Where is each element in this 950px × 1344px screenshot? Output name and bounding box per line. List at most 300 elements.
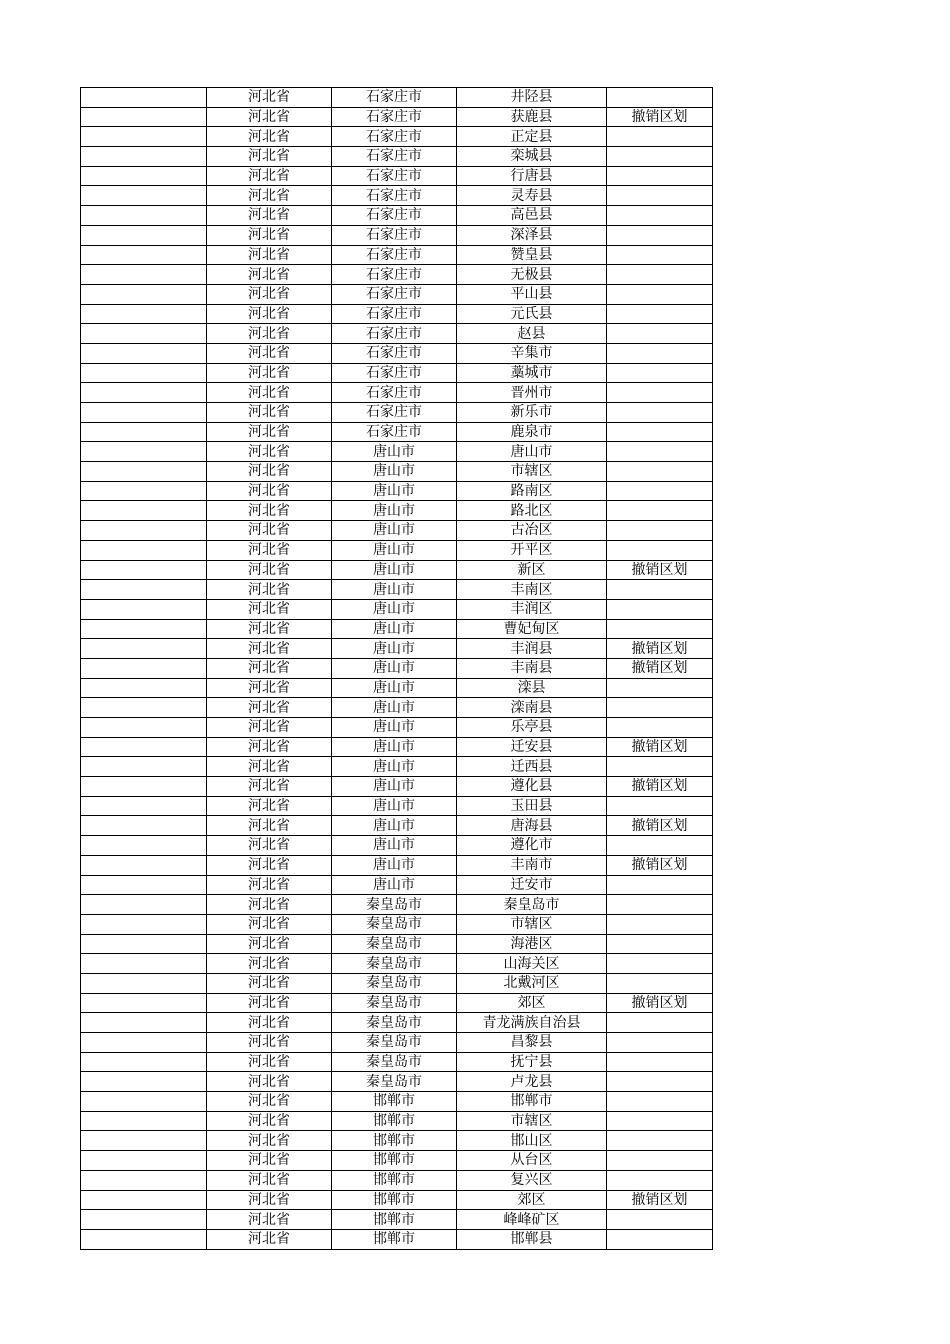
blank-cell [81,521,207,541]
table-row [81,442,713,462]
blank-cell [81,107,207,127]
province-cell: 河北省 [207,993,332,1013]
note-cell [607,1072,713,1092]
province-cell: 河北省 [207,973,332,993]
province-cell: 河北省 [207,1151,332,1171]
table-row [81,639,713,659]
table-row [81,1131,713,1151]
province-cell: 河北省 [207,186,332,206]
city-cell: 石家庄市 [332,284,457,304]
blank-cell [81,836,207,856]
blank-cell [81,619,207,639]
blank-cell [81,718,207,738]
table-row [81,206,713,226]
city-cell: 唐山市 [332,442,457,462]
county-cell: 山海关区 [457,954,607,974]
table-row [81,521,713,541]
note-cell [607,875,713,895]
county-cell: 深泽县 [457,225,607,245]
city-cell: 秦皇岛市 [332,895,457,915]
province-cell: 河北省 [207,934,332,954]
province-cell: 河北省 [207,1170,332,1190]
blank-cell [81,658,207,678]
blank-cell [81,225,207,245]
table-row [81,737,713,757]
note-cell [607,1092,713,1112]
county-cell: 路南区 [457,481,607,501]
note-cell [607,363,713,383]
table-row [81,934,713,954]
city-cell: 唐山市 [332,619,457,639]
county-cell: 丰南市 [457,855,607,875]
province-cell: 河北省 [207,481,332,501]
blank-cell [81,481,207,501]
province-cell: 河北省 [207,1072,332,1092]
table-row [81,954,713,974]
blank-cell [81,462,207,482]
county-cell: 行唐县 [457,166,607,186]
table-row [81,580,713,600]
county-cell: 灵寿县 [457,186,607,206]
note-cell [607,836,713,856]
city-cell: 秦皇岛市 [332,993,457,1013]
table-row [81,462,713,482]
county-cell: 青龙满族自治县 [457,1013,607,1033]
county-cell: 市辖区 [457,914,607,934]
city-cell: 石家庄市 [332,343,457,363]
city-cell: 唐山市 [332,678,457,698]
province-cell: 河北省 [207,914,332,934]
blank-cell [81,875,207,895]
note-cell [607,324,713,344]
city-cell: 秦皇岛市 [332,1013,457,1033]
table-row [81,678,713,698]
province-cell: 河北省 [207,599,332,619]
province-cell: 河北省 [207,737,332,757]
province-cell: 河北省 [207,284,332,304]
city-cell: 唐山市 [332,639,457,659]
blank-cell [81,973,207,993]
blank-cell [81,757,207,777]
province-cell: 河北省 [207,324,332,344]
note-cell: 撤销区划 [607,560,713,580]
city-cell: 石家庄市 [332,147,457,167]
city-cell: 石家庄市 [332,422,457,442]
province-cell: 河北省 [207,1033,332,1053]
table-row [81,166,713,186]
province-cell: 河北省 [207,540,332,560]
province-cell: 河北省 [207,875,332,895]
county-cell: 遵化县 [457,777,607,797]
province-cell: 河北省 [207,560,332,580]
city-cell: 唐山市 [332,718,457,738]
county-cell: 复兴区 [457,1170,607,1190]
table-row [81,619,713,639]
table-row [81,481,713,501]
province-cell: 河北省 [207,442,332,462]
city-cell: 唐山市 [332,501,457,521]
table-row [81,914,713,934]
blank-cell [81,934,207,954]
blank-cell [81,914,207,934]
province-cell: 河北省 [207,954,332,974]
blank-cell [81,245,207,265]
blank-cell [81,560,207,580]
note-cell [607,540,713,560]
blank-cell [81,1072,207,1092]
blank-cell [81,1229,207,1249]
county-cell: 赞皇县 [457,245,607,265]
province-cell: 河北省 [207,245,332,265]
city-cell: 秦皇岛市 [332,954,457,974]
blank-cell [81,1210,207,1230]
county-cell: 元氏县 [457,304,607,324]
note-cell [607,304,713,324]
table-row [81,383,713,403]
city-cell: 石家庄市 [332,383,457,403]
city-cell: 唐山市 [332,875,457,895]
blank-cell [81,540,207,560]
table-row [81,973,713,993]
province-cell: 河北省 [207,462,332,482]
blank-cell [81,383,207,403]
province-cell: 河北省 [207,619,332,639]
county-cell: 唐海县 [457,816,607,836]
blank-cell [81,186,207,206]
county-cell: 开平区 [457,540,607,560]
province-cell: 河北省 [207,166,332,186]
city-cell: 唐山市 [332,855,457,875]
blank-cell [81,816,207,836]
city-cell: 邯郸市 [332,1111,457,1131]
note-cell [607,1111,713,1131]
table-row [81,1033,713,1053]
note-cell [607,914,713,934]
city-cell: 唐山市 [332,481,457,501]
table-row [81,895,713,915]
note-cell [607,1033,713,1053]
table-row [81,816,713,836]
note-cell [607,88,713,108]
table-row [81,343,713,363]
province-cell: 河北省 [207,718,332,738]
county-cell: 高邑县 [457,206,607,226]
blank-cell [81,777,207,797]
note-cell [607,127,713,147]
city-cell: 邯郸市 [332,1170,457,1190]
city-cell: 秦皇岛市 [332,973,457,993]
city-cell: 唐山市 [332,521,457,541]
county-cell: 路北区 [457,501,607,521]
city-cell: 唐山市 [332,560,457,580]
blank-cell [81,796,207,816]
county-cell: 丰南区 [457,580,607,600]
county-cell: 平山县 [457,284,607,304]
county-cell: 市辖区 [457,1111,607,1131]
note-cell [607,1131,713,1151]
blank-cell [81,1151,207,1171]
blank-cell [81,1033,207,1053]
table-row [81,186,713,206]
province-cell: 河北省 [207,363,332,383]
note-cell [607,225,713,245]
county-cell: 郊区 [457,1190,607,1210]
blank-cell [81,442,207,462]
note-cell [607,1151,713,1171]
note-cell: 撤销区划 [607,639,713,659]
county-cell: 市辖区 [457,462,607,482]
province-cell: 河北省 [207,403,332,423]
province-cell: 河北省 [207,343,332,363]
city-cell: 邯郸市 [332,1131,457,1151]
county-cell: 昌黎县 [457,1033,607,1053]
note-cell [607,462,713,482]
note-cell [607,265,713,285]
county-cell: 玉田县 [457,796,607,816]
blank-cell [81,1170,207,1190]
note-cell [607,580,713,600]
table-row [81,855,713,875]
province-cell: 河北省 [207,757,332,777]
blank-cell [81,363,207,383]
note-cell [607,403,713,423]
county-cell: 迁安市 [457,875,607,895]
table-row [81,1170,713,1190]
county-cell: 辛集市 [457,343,607,363]
city-cell: 唐山市 [332,737,457,757]
county-cell: 抚宁县 [457,1052,607,1072]
county-cell: 鹿泉市 [457,422,607,442]
province-cell: 河北省 [207,678,332,698]
table-row [81,245,713,265]
note-cell [607,796,713,816]
note-cell [607,166,713,186]
province-cell: 河北省 [207,816,332,836]
county-cell: 海港区 [457,934,607,954]
blank-cell [81,1131,207,1151]
county-cell: 卢龙县 [457,1072,607,1092]
county-cell: 邯山区 [457,1131,607,1151]
province-cell: 河北省 [207,1210,332,1230]
county-cell: 丰南县 [457,658,607,678]
city-cell: 唐山市 [332,777,457,797]
blank-cell [81,639,207,659]
city-cell: 石家庄市 [332,166,457,186]
province-cell: 河北省 [207,1013,332,1033]
blank-cell [81,599,207,619]
note-cell: 撤销区划 [607,777,713,797]
blank-cell [81,166,207,186]
province-cell: 河北省 [207,521,332,541]
county-cell: 晋州市 [457,383,607,403]
county-cell: 丰润县 [457,639,607,659]
table-row [81,1092,713,1112]
table-row [81,304,713,324]
table-row [81,265,713,285]
province-cell: 河北省 [207,836,332,856]
province-cell: 河北省 [207,895,332,915]
city-cell: 秦皇岛市 [332,934,457,954]
blank-cell [81,284,207,304]
city-cell: 石家庄市 [332,265,457,285]
note-cell [607,1210,713,1230]
blank-cell [81,1190,207,1210]
table-row [81,284,713,304]
province-cell: 河北省 [207,796,332,816]
blank-cell [81,343,207,363]
county-cell: 秦皇岛市 [457,895,607,915]
table-row [81,757,713,777]
county-cell: 邯郸县 [457,1229,607,1249]
blank-cell [81,954,207,974]
blank-cell [81,265,207,285]
table-row [81,698,713,718]
city-cell: 邯郸市 [332,1092,457,1112]
table-row [81,1052,713,1072]
county-cell: 遵化市 [457,836,607,856]
province-cell: 河北省 [207,580,332,600]
blank-cell [81,403,207,423]
city-cell: 唐山市 [332,757,457,777]
province-cell: 河北省 [207,1052,332,1072]
blank-cell [81,88,207,108]
note-cell: 撤销区划 [607,107,713,127]
province-cell: 河北省 [207,107,332,127]
table-row [81,403,713,423]
city-cell: 秦皇岛市 [332,1052,457,1072]
blank-cell [81,1013,207,1033]
province-cell: 河北省 [207,304,332,324]
county-cell: 唐山市 [457,442,607,462]
table-row [81,1111,713,1131]
province-cell: 河北省 [207,1131,332,1151]
blank-cell [81,127,207,147]
city-cell: 石家庄市 [332,88,457,108]
city-cell: 石家庄市 [332,225,457,245]
note-cell: 撤销区划 [607,816,713,836]
note-cell [607,1052,713,1072]
table-row [81,796,713,816]
region-table-body [81,88,713,1250]
note-cell: 撤销区划 [607,737,713,757]
blank-cell [81,737,207,757]
county-cell: 北戴河区 [457,973,607,993]
blank-cell [81,698,207,718]
note-cell [607,442,713,462]
note-cell [607,1013,713,1033]
note-cell [607,973,713,993]
region-table [80,87,713,1250]
note-cell: 撤销区划 [607,855,713,875]
city-cell: 石家庄市 [332,186,457,206]
city-cell: 秦皇岛市 [332,914,457,934]
province-cell: 河北省 [207,88,332,108]
table-row [81,718,713,738]
table-row [81,127,713,147]
city-cell: 石家庄市 [332,127,457,147]
province-cell: 河北省 [207,639,332,659]
city-cell: 唐山市 [332,796,457,816]
blank-cell [81,855,207,875]
county-cell: 井陉县 [457,88,607,108]
note-cell [607,245,713,265]
blank-cell [81,580,207,600]
county-cell: 丰润区 [457,599,607,619]
province-cell: 河北省 [207,698,332,718]
blank-cell [81,501,207,521]
note-cell [607,186,713,206]
county-cell: 峰峰矿区 [457,1210,607,1230]
note-cell [607,1229,713,1249]
city-cell: 石家庄市 [332,304,457,324]
province-cell: 河北省 [207,1092,332,1112]
city-cell: 唐山市 [332,816,457,836]
table-row [81,422,713,442]
county-cell: 新区 [457,560,607,580]
county-cell: 乐亭县 [457,718,607,738]
table-row [81,1210,713,1230]
note-cell [607,698,713,718]
city-cell: 邯郸市 [332,1210,457,1230]
table-row [81,1229,713,1249]
note-cell [607,422,713,442]
table-row [81,324,713,344]
note-cell [607,481,713,501]
blank-cell [81,147,207,167]
province-cell: 河北省 [207,855,332,875]
county-cell: 曹妃甸区 [457,619,607,639]
note-cell [607,934,713,954]
province-cell: 河北省 [207,225,332,245]
blank-cell [81,206,207,226]
county-cell: 藁城市 [457,363,607,383]
city-cell: 唐山市 [332,698,457,718]
table-row [81,599,713,619]
province-cell: 河北省 [207,383,332,403]
note-cell [607,757,713,777]
note-cell [607,521,713,541]
province-cell: 河北省 [207,422,332,442]
note-cell [607,895,713,915]
table-row [81,501,713,521]
county-cell: 滦南县 [457,698,607,718]
blank-cell [81,422,207,442]
province-cell: 河北省 [207,265,332,285]
table-row [81,1151,713,1171]
table-row [81,363,713,383]
table-row [81,1072,713,1092]
table-row [81,836,713,856]
note-cell [607,599,713,619]
note-cell [607,147,713,167]
county-cell: 赵县 [457,324,607,344]
table-row [81,1013,713,1033]
note-cell [607,343,713,363]
city-cell: 唐山市 [332,599,457,619]
table-row [81,107,713,127]
blank-cell [81,324,207,344]
province-cell: 河北省 [207,147,332,167]
note-cell [607,954,713,974]
county-cell: 从台区 [457,1151,607,1171]
city-cell: 石家庄市 [332,245,457,265]
note-cell: 撤销区划 [607,1190,713,1210]
blank-cell [81,304,207,324]
city-cell: 唐山市 [332,540,457,560]
blank-cell [81,895,207,915]
table-row [81,540,713,560]
province-cell: 河北省 [207,1229,332,1249]
